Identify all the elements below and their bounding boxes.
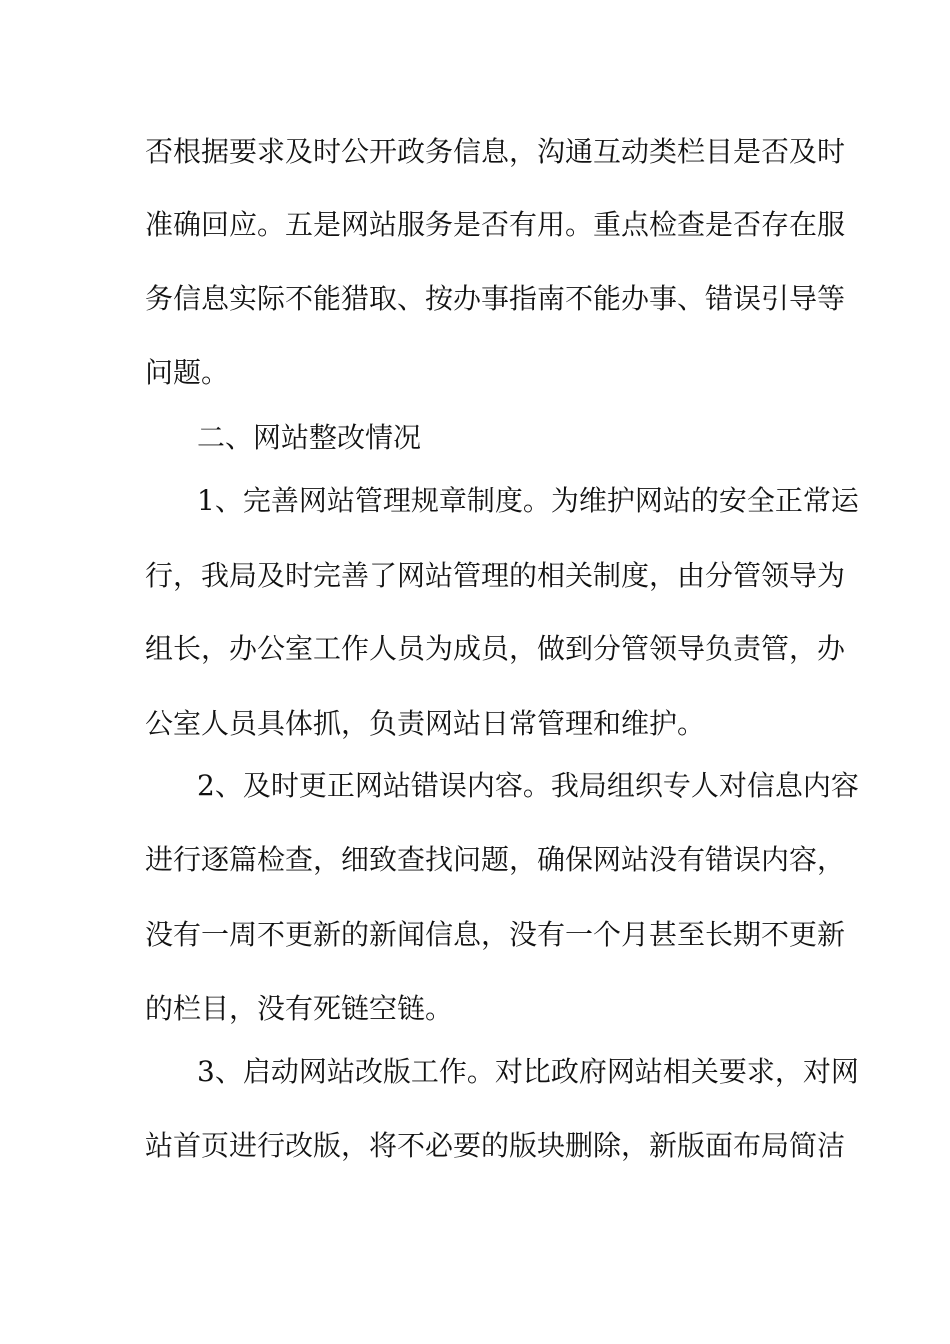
section-heading: 二、网站整改情况 xyxy=(197,421,422,454)
text-line: 3、启动网站改版工作。对比政府网站相关要求，对网 xyxy=(197,1055,859,1088)
text-line: 没有一周不更新的新闻信息，没有一个月甚至长期不更新 xyxy=(145,918,846,951)
text-line: 否根据要求及时公开政务信息，沟通互动类栏目是否及时 xyxy=(145,135,846,168)
text-line: 进行逐篇检查，细致查找问题，确保网站没有错误内容， xyxy=(145,843,846,876)
text-line: 组长，办公室工作人员为成员，做到分管领导负责管，办 xyxy=(145,632,846,665)
text-line: 的栏目，没有死链空链。 xyxy=(145,992,454,1025)
text-line: 公室人员具体抓，负责网站日常管理和维护。 xyxy=(145,707,706,740)
text-line: 站首页进行改版，将不必要的版块删除，新版面布局简洁 xyxy=(145,1129,846,1162)
text-line: 2、及时更正网站错误内容。我局组织专人对信息内容 xyxy=(197,769,859,802)
text-line: 1、完善网站管理规章制度。为维护网站的安全正常运 xyxy=(197,484,859,517)
text-line: 行，我局及时完善了网站管理的相关制度，由分管领导为 xyxy=(145,559,846,592)
text-line: 务信息实际不能猎取、按办事指南不能办事、错误引导等 xyxy=(145,282,846,315)
text-line: 准确回应。五是网站服务是否有用。重点检查是否存在服 xyxy=(145,208,846,241)
text-line: 问题。 xyxy=(145,356,230,389)
